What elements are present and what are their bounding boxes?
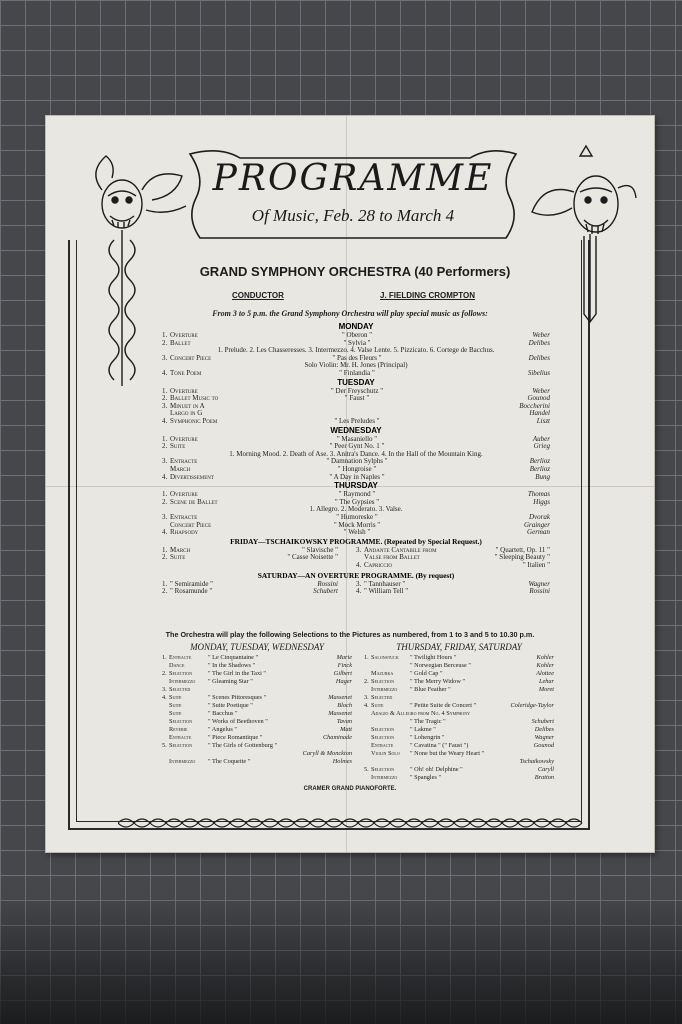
programme-row bbox=[162, 528, 550, 536]
row-number: 1. bbox=[162, 654, 167, 661]
row-composer: Matt bbox=[340, 726, 352, 733]
friday-heading: FRIDAY—TSCHAIKOWSKY PROGRAMME. (Repeated by Special Request.) bbox=[230, 536, 482, 546]
row-number: 2. bbox=[364, 678, 369, 685]
row-piece: " Lakme " bbox=[410, 726, 436, 733]
row-kind: Salonstuck bbox=[371, 654, 399, 661]
row-number: 3. bbox=[356, 579, 362, 588]
row-note: 1. Morning Mood. 2. Death of Ase. 3. Anitra's Dance. 4. In the Hall of the Mountain King. bbox=[229, 449, 483, 458]
row-number: 2. bbox=[162, 442, 168, 451]
row-composer: Thomas bbox=[527, 490, 550, 499]
row-number: 4. bbox=[364, 702, 369, 709]
row-number: 3. bbox=[364, 694, 369, 701]
row-piece: " Raymond " bbox=[338, 490, 376, 499]
row-kind: Selection bbox=[169, 718, 193, 725]
evening-left-list bbox=[162, 654, 352, 784]
footer-piano: CRAMER GRAND PIANOFORTE. bbox=[303, 786, 397, 792]
row-kind: Adagio & Allegro from No. 4 Symphony bbox=[371, 710, 470, 717]
row-composer: Tschaikowsky bbox=[519, 758, 554, 765]
row-number: 2. bbox=[162, 394, 168, 403]
row-kind: Selection bbox=[371, 726, 395, 733]
evening-row bbox=[364, 774, 554, 782]
row-piece: " William Tell " bbox=[364, 587, 409, 596]
row-kind: Rhapsody bbox=[170, 528, 199, 537]
row-composer: Lehar bbox=[538, 678, 554, 685]
row-piece: " Angelus " bbox=[208, 726, 237, 733]
programme-row bbox=[162, 417, 550, 425]
row-piece: " The Merry Widow " bbox=[410, 678, 466, 685]
row-kind: Capriccio bbox=[364, 561, 393, 569]
row-note: 1. Allegro. 2. Moderato. 3. Valse. bbox=[309, 505, 403, 514]
row-kind: Suite bbox=[169, 702, 182, 709]
day-heading: TUESDAY bbox=[337, 377, 375, 387]
row-kind: Overture bbox=[170, 434, 198, 443]
row-composer: Moret bbox=[538, 686, 554, 693]
row-composer: Kohler bbox=[536, 662, 554, 669]
row-piece: " Damnation Sylphs " bbox=[326, 457, 388, 466]
row-piece: " Oberon " bbox=[341, 331, 373, 339]
evening-row bbox=[162, 678, 352, 686]
row-composer: Caryll bbox=[537, 766, 554, 773]
row-piece: " The Coquette " bbox=[208, 758, 251, 765]
row-piece: " Oh! oh! Delphine " bbox=[410, 766, 463, 773]
row-number: 1. bbox=[162, 331, 168, 339]
row-kind: Overture bbox=[170, 386, 198, 395]
row-note: 1. Prelude. 2. Les Chasseresses. 3. Intermezzo. 4. Valse Lente. 5. Pizzicato. 6. Cortege de Bacchus. bbox=[217, 346, 495, 355]
row-piece: " Les Preludes " bbox=[334, 417, 380, 425]
orchestra-heading: GRAND SYMPHONY ORCHESTRA (40 Performers) bbox=[199, 264, 511, 279]
row-piece: " Pas des Fleurs " bbox=[332, 353, 382, 362]
row-composer: Weber bbox=[532, 386, 550, 395]
row-composer: Gounod bbox=[527, 394, 550, 403]
evening-row bbox=[364, 734, 554, 742]
evening-right-list bbox=[364, 654, 554, 784]
row-number: 2. bbox=[162, 338, 168, 347]
row-composer: Grainger bbox=[523, 520, 550, 529]
row-number: 3. bbox=[162, 686, 167, 693]
row-piece: " Rosamunde " bbox=[170, 587, 213, 596]
row-kind: Concert Piece bbox=[170, 520, 212, 529]
row-kind: Suite bbox=[169, 694, 182, 701]
row-number: 2. bbox=[162, 553, 168, 562]
row-number: 1. bbox=[162, 545, 168, 554]
row-note: Solo Violin: Mr. H. Jones (Principal) bbox=[304, 361, 408, 370]
evening-row bbox=[162, 686, 352, 694]
row-number: 3. bbox=[162, 513, 168, 521]
evening-row bbox=[364, 742, 554, 750]
row-piece: " The Girls of Gottenburg " bbox=[208, 742, 278, 749]
row-kind: Selected bbox=[169, 686, 191, 693]
row-piece: " Gleaming Star " bbox=[208, 678, 253, 685]
row-kind: Mazurka bbox=[371, 670, 394, 677]
row-composer: Delibes bbox=[534, 726, 554, 733]
row-kind: Intermezzo bbox=[371, 774, 398, 781]
row-piece: " Blue Feather " bbox=[410, 686, 451, 693]
evening-row bbox=[162, 750, 352, 758]
row-kind: Selection bbox=[371, 734, 395, 741]
row-composer: Bratton bbox=[534, 774, 554, 781]
row-number: 4. bbox=[356, 587, 362, 596]
row-composer: Kohler bbox=[536, 654, 554, 661]
row-number: 4. bbox=[162, 369, 168, 377]
row-number: 4. bbox=[162, 472, 168, 481]
row-kind: Intermezzo bbox=[169, 678, 196, 685]
row-composer: Delibes bbox=[528, 338, 550, 347]
row-composer: Bung bbox=[535, 472, 550, 481]
row-kind: Minuet in A bbox=[170, 401, 205, 410]
row-composer: Rossini bbox=[529, 587, 550, 596]
row-kind: Ballet Music to bbox=[170, 394, 219, 403]
row-piece: " Sleeping Beauty " bbox=[494, 553, 550, 562]
row-number: 2. bbox=[162, 497, 168, 506]
row-number: 1. bbox=[364, 654, 369, 661]
row-piece: " None but the Weary Heart " bbox=[410, 750, 485, 757]
row-kind: Overture bbox=[170, 331, 198, 339]
row-kind: Suite bbox=[170, 442, 186, 451]
row-composer: Berlioz bbox=[529, 465, 550, 473]
row-composer: Chaminade bbox=[322, 734, 352, 741]
bottom-chain-ornament-icon bbox=[118, 814, 588, 832]
row-kind: Concert Piece bbox=[170, 353, 212, 362]
evening-row bbox=[364, 670, 554, 678]
row-number: 3. bbox=[162, 401, 168, 410]
row-piece: " Casse Noisette " bbox=[287, 553, 338, 562]
day-heading: WEDNESDAY bbox=[330, 425, 382, 435]
row-kind: Suite bbox=[170, 553, 186, 562]
row-composer: Berlioz bbox=[529, 457, 550, 466]
row-piece: " Le Cinquantaine " bbox=[208, 654, 259, 661]
row-kind: Scene de Ballet bbox=[170, 497, 218, 506]
evening-row bbox=[364, 662, 554, 670]
row-piece: " Hongroise " bbox=[337, 465, 377, 473]
row-piece: " Tannhauser " bbox=[364, 579, 406, 588]
row-kind: Overture bbox=[170, 490, 198, 499]
row-kind: Selected bbox=[371, 694, 393, 701]
row-number: 5. bbox=[162, 742, 167, 749]
row-number: 1. bbox=[162, 386, 168, 395]
row-composer: Grieg bbox=[533, 442, 550, 451]
row-piece: " Gold Cap " bbox=[410, 670, 443, 677]
row-kind: Divertissement bbox=[170, 472, 214, 481]
row-kind: Violin Solo bbox=[371, 750, 400, 757]
row-composer: Massenet bbox=[328, 694, 352, 701]
row-number: 3. bbox=[162, 457, 168, 466]
row-piece: " Suite Poetique " bbox=[208, 702, 253, 709]
day-heading: THURSDAY bbox=[334, 481, 378, 491]
row-number: 5. bbox=[364, 766, 369, 773]
evening-row bbox=[162, 654, 352, 662]
evening-row bbox=[162, 742, 352, 750]
row-composer: Bloch bbox=[337, 702, 352, 709]
row-number: 1. bbox=[162, 490, 168, 499]
programme-title: PROGRAMME bbox=[212, 158, 494, 199]
row-piece: " Peer Gynt No. 1 " bbox=[329, 442, 385, 451]
evening-row bbox=[364, 758, 554, 766]
row-kind: Largo in G bbox=[170, 409, 203, 418]
evening-row bbox=[364, 766, 554, 774]
row-kind: Entracte bbox=[170, 513, 198, 521]
row-kind: Dance bbox=[169, 662, 185, 669]
row-composer: Coleridge-Taylor bbox=[510, 702, 554, 709]
row-composer: Auber bbox=[532, 434, 550, 443]
evening-row bbox=[162, 710, 352, 718]
row-composer: Delibes bbox=[528, 353, 550, 362]
programme-row bbox=[162, 473, 550, 481]
row-kind: Reverie bbox=[169, 726, 188, 733]
row-piece: " The Gypsies " bbox=[334, 497, 380, 506]
row-number: 3. bbox=[356, 545, 362, 554]
conductor-label: CONDUCTOR bbox=[232, 291, 284, 300]
row-number: 4. bbox=[162, 694, 167, 701]
row-kind: Entracte bbox=[169, 734, 192, 741]
row-piece: " Petite Suite de Concert " bbox=[410, 702, 477, 709]
row-composer: Gilbert bbox=[333, 670, 352, 677]
row-piece: " Italien " bbox=[522, 561, 550, 569]
row-piece: " Bacchus " bbox=[208, 710, 238, 717]
row-composer: Higgs bbox=[533, 497, 550, 506]
evening-row bbox=[162, 694, 352, 702]
row-kind: Andante Cantabile from bbox=[364, 545, 437, 554]
row-piece: " Masaniello " bbox=[336, 434, 378, 443]
row-kind: Suite bbox=[371, 702, 384, 709]
row-composer: Holmes bbox=[332, 758, 352, 765]
row-kind: Selection bbox=[371, 766, 395, 773]
row-piece: " The Tragic " bbox=[410, 718, 446, 725]
row-piece: " Der Freyschutz " bbox=[330, 386, 384, 395]
row-kind: Suite bbox=[169, 710, 182, 717]
row-composer: Dvorak bbox=[529, 513, 550, 521]
row-composer: Weber bbox=[532, 331, 550, 339]
row-piece: " Finlandia " bbox=[339, 369, 375, 377]
row-kind: Selection bbox=[169, 742, 193, 749]
right-mask-ornament-icon bbox=[528, 144, 638, 324]
evening-row bbox=[162, 702, 352, 710]
row-composer: Marie bbox=[336, 654, 352, 661]
row-number: 4. bbox=[162, 417, 168, 425]
conductor-name: J. FIELDING CROMPTON bbox=[380, 291, 475, 300]
row-piece: " Works of Beethoven " bbox=[208, 718, 268, 725]
row-piece: " Welsh " bbox=[343, 528, 371, 537]
row-kind: Valse from Ballet bbox=[364, 553, 420, 562]
row-composer: Tavan bbox=[336, 718, 352, 725]
row-kind: Symphonic Poem bbox=[170, 417, 218, 425]
row-piece: " Piece Romantique " bbox=[208, 734, 263, 741]
evening-row bbox=[364, 710, 554, 718]
row-composer: Sibelius bbox=[527, 369, 550, 377]
row-kind: Tone Poem bbox=[170, 369, 202, 377]
evening-right-heading: THURSDAY, FRIDAY, SATURDAY bbox=[396, 642, 522, 652]
row-composer: Hager bbox=[335, 678, 352, 685]
row-piece: " Cavatina " (" Faust ") bbox=[410, 742, 469, 749]
row-piece: " Mock Morris " bbox=[333, 520, 381, 529]
row-composer: Caryll & Monckton bbox=[302, 750, 352, 757]
row-composer: Rossini bbox=[317, 579, 338, 588]
row-composer: Schubert bbox=[313, 587, 338, 596]
evening-row bbox=[162, 662, 352, 670]
row-piece: " Slavische " bbox=[301, 545, 338, 554]
evening-row bbox=[162, 718, 352, 726]
title-cartouche bbox=[180, 148, 526, 242]
row-kind: Intermezzo bbox=[169, 758, 196, 765]
row-composer: Boccherini bbox=[519, 401, 550, 410]
row-composer: Alottee bbox=[536, 670, 554, 677]
saturday-heading: SATURDAY—AN OVERTURE PROGRAMME. (By request) bbox=[257, 570, 455, 580]
programme-subtitle: Of Music, Feb. 28 to March 4 bbox=[251, 206, 455, 225]
row-composer: Handel bbox=[529, 409, 550, 418]
row-composer: Liszt bbox=[536, 417, 550, 425]
evening-row bbox=[364, 718, 554, 726]
row-kind: Intermezzo bbox=[371, 686, 398, 693]
row-kind: Selection bbox=[371, 678, 395, 685]
row-number: 2. bbox=[162, 587, 168, 596]
row-piece: " Semiramide " bbox=[170, 579, 214, 588]
row-kind: Entracte bbox=[170, 457, 198, 466]
row-piece: " The Girl in the Taxi " bbox=[208, 670, 266, 677]
row-number: 2. bbox=[162, 670, 167, 677]
row-number: 1. bbox=[162, 434, 168, 443]
row-piece: " Lohengrin " bbox=[410, 734, 445, 741]
row-number: 3. bbox=[162, 353, 168, 362]
row-piece: " Humoreske " bbox=[336, 513, 378, 521]
evening-row bbox=[364, 750, 554, 758]
row-number: 1. bbox=[162, 579, 168, 588]
afternoon-intro: From 3 to 5 p.m. the Grand Symphony Orchestra will play special music as follows: bbox=[212, 309, 488, 318]
evening-row bbox=[162, 670, 352, 678]
row-composer: Finck bbox=[337, 662, 352, 669]
row-kind: March bbox=[170, 465, 191, 473]
row-piece: " Twilight Hours " bbox=[410, 654, 457, 661]
evening-intro: The Orchestra will play the following Selections to the Pictures as numbered, from 1 to 3 and 5 to 10.30 p.m. bbox=[165, 630, 535, 639]
row-composer: Wagner bbox=[528, 579, 550, 588]
row-composer: Massenet bbox=[328, 710, 352, 717]
row-piece: " Quartett, Op. 11 " bbox=[495, 545, 550, 554]
evening-left-heading: MONDAY, TUESDAY, WEDNESDAY bbox=[190, 642, 324, 652]
evening-row bbox=[364, 686, 554, 694]
row-number: 4. bbox=[356, 561, 362, 569]
row-piece: " Faust " bbox=[344, 394, 370, 403]
row-kind: March bbox=[170, 545, 191, 554]
row-composer: Schubert bbox=[531, 718, 554, 725]
row-piece: " Sylvia " bbox=[343, 338, 371, 347]
row-piece: " A Day in Naples " bbox=[329, 472, 385, 481]
row-composer: Gounod bbox=[533, 742, 554, 749]
evening-row bbox=[162, 734, 352, 742]
evening-row bbox=[162, 758, 352, 766]
row-number: 4. bbox=[162, 528, 168, 537]
row-kind: Entracte bbox=[371, 742, 394, 749]
row-kind: Entracte bbox=[169, 654, 192, 661]
row-kind: Selection bbox=[169, 670, 193, 677]
evening-row bbox=[364, 702, 554, 710]
row-piece: " Norwegian Berceuse " bbox=[410, 662, 471, 669]
row-composer: Wagner bbox=[534, 734, 554, 741]
row-piece: " Scenes Pittoresques " bbox=[208, 694, 267, 701]
evening-row bbox=[364, 694, 554, 702]
evening-row bbox=[364, 726, 554, 734]
evening-row bbox=[162, 726, 352, 734]
day-heading: MONDAY bbox=[338, 322, 374, 331]
evening-row bbox=[364, 654, 554, 662]
programme-row bbox=[162, 369, 550, 377]
row-composer: German bbox=[527, 528, 550, 537]
row-piece: " Spangles " bbox=[410, 774, 442, 781]
afternoon-programme bbox=[162, 322, 550, 610]
row-kind: Ballet bbox=[170, 338, 191, 347]
row-piece: " In the Shadows " bbox=[208, 662, 256, 669]
evening-row bbox=[364, 678, 554, 686]
